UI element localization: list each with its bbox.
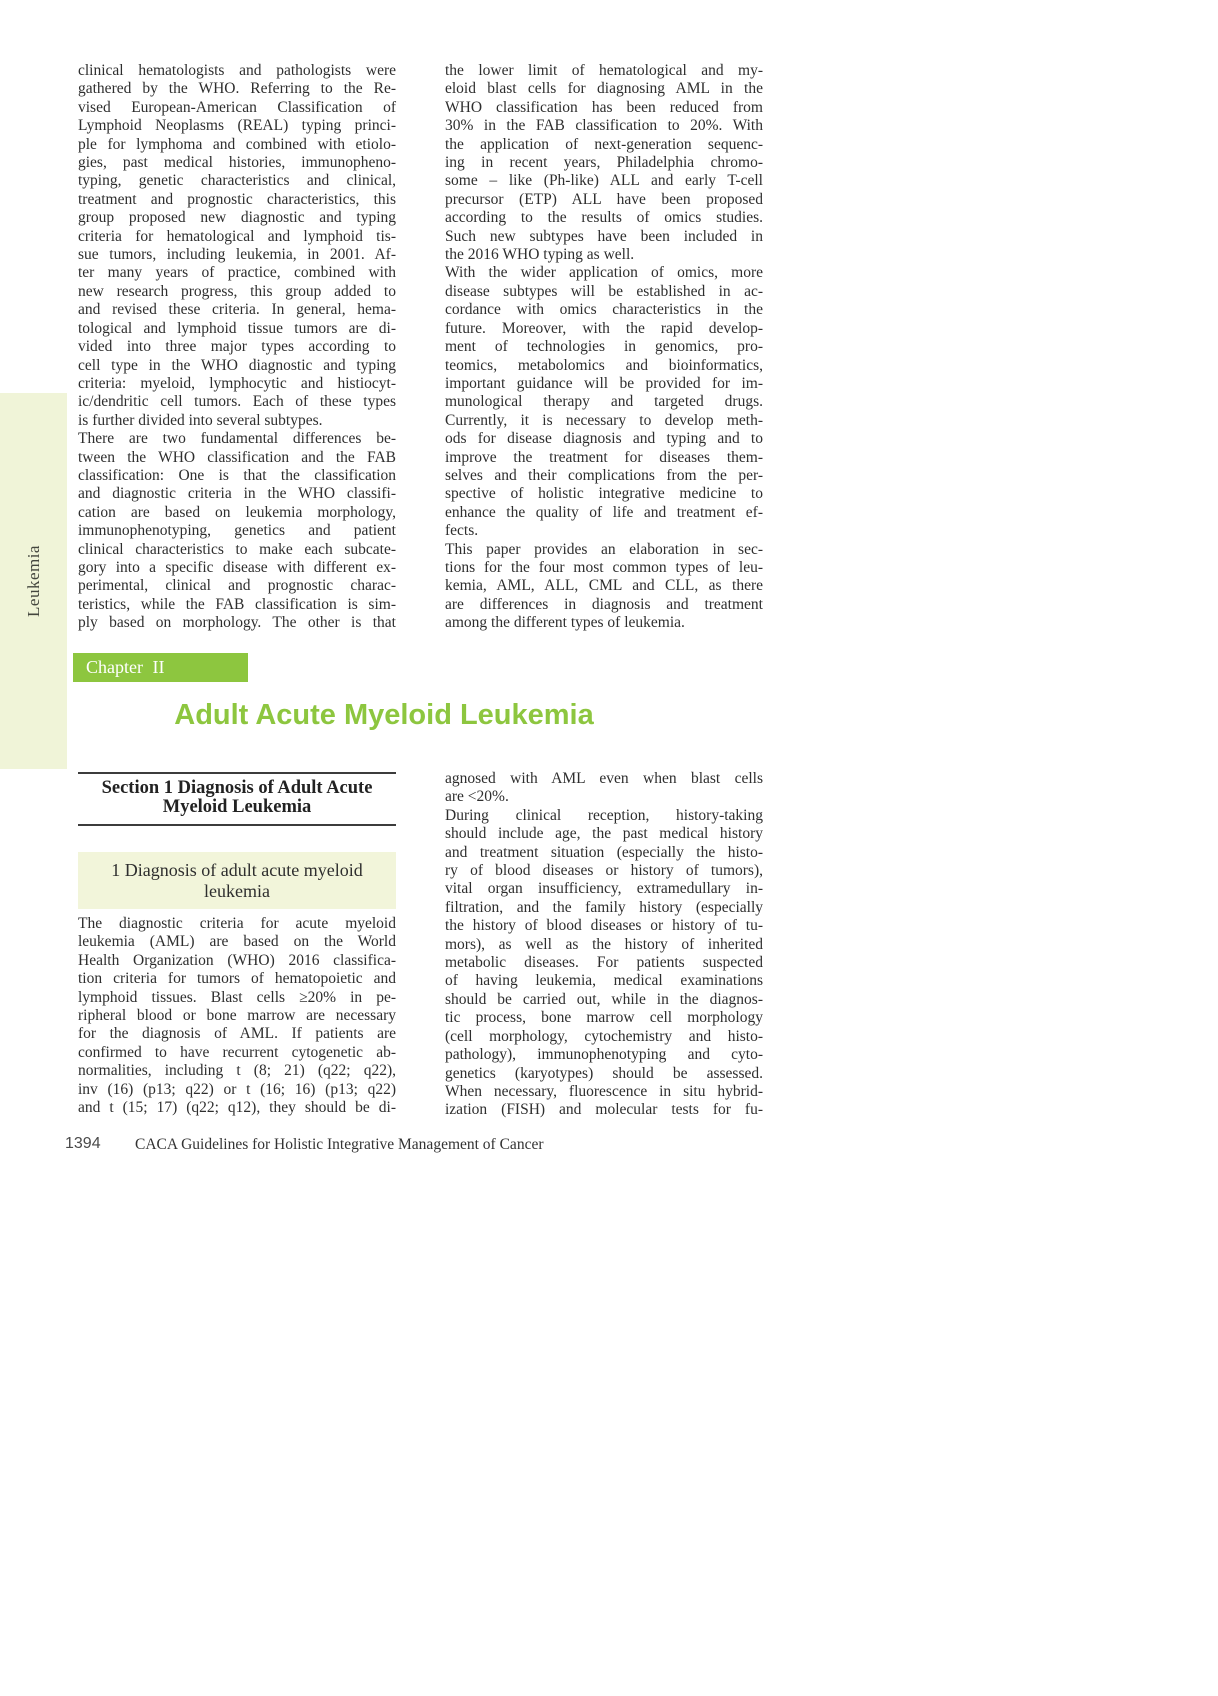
text-line: selves and their complications from the per- — [445, 466, 763, 484]
text-line: mors), as well as the history of inherited — [445, 935, 763, 953]
text-line: cordance with omics characteristics in the — [445, 301, 763, 319]
text-line: tion criteria for tumors of hematopoietic and — [78, 970, 396, 988]
text-line: teomics, metabolomics and bioinformatics, — [445, 356, 763, 374]
bottom-left-text-column — [78, 915, 396, 1117]
text-line: important guidance will be provided for im- — [445, 374, 763, 392]
text-line: Such new subtypes have been included in — [445, 227, 763, 245]
text-line: metabolic diseases. For patients suspected — [445, 954, 763, 972]
text-line: ply based on morphology. The other is that — [78, 614, 396, 632]
text-line: Lymphoid Neoplasms (REAL) typing princi- — [78, 117, 396, 135]
subsection-title-line2: leukemia — [204, 881, 270, 901]
sidebar-chapter-tab — [0, 393, 67, 769]
chapter-title: Adult Acute Myeloid Leukemia — [174, 699, 594, 731]
subsection-title-line1: 1 Diagnosis of adult acute myeloid — [111, 860, 363, 880]
text-line: kemia, AML, ALL, CML and CLL, as there — [445, 577, 763, 595]
text-line: tween the WHO classification and the FAB — [78, 448, 396, 466]
text-line: genetics (karyotypes) should be assessed. — [445, 1064, 763, 1082]
text-line: filtration, and the family history (especially — [445, 898, 763, 916]
text-line: improve the treatment for diseases them- — [445, 448, 763, 466]
text-line: treatment and prognostic characteristics, this — [78, 190, 396, 208]
text-line: enhance the quality of life and treatment ef- — [445, 503, 763, 521]
text-line: pathology), immunophenotyping and cyto- — [445, 1046, 763, 1064]
text-line: cation are based on leukemia morphology, — [78, 503, 396, 521]
text-line: should include age, the past medical history — [445, 825, 763, 843]
text-line: confirmed to have recurrent cytogenetic ab- — [78, 1043, 396, 1061]
text-line: Currently, it is necessary to develop meth- — [445, 411, 763, 429]
text-line: The diagnostic criteria for acute myeloid — [78, 915, 396, 932]
text-line: the history of blood diseases or history of tu- — [445, 917, 763, 935]
text-line: During clinical reception, history-taking — [445, 806, 763, 824]
text-line: tions for the four most common types of leu- — [445, 558, 763, 576]
text-line: perimental, clinical and prognostic charac- — [78, 577, 396, 595]
text-line: and t (15; 17) (q22; q12), they should be di- — [78, 1099, 396, 1117]
text-line: There are two fundamental differences be- — [78, 430, 396, 448]
text-line: cell type in the WHO diagnostic and typing — [78, 356, 396, 374]
text-line: tological and lymphoid tissue tumors are di- — [78, 319, 396, 337]
text-line: vised European-American Classification of — [78, 98, 396, 116]
text-line: This paper provides an elaboration in sec- — [445, 540, 763, 558]
text-line: teristics, while the FAB classification is sim- — [78, 595, 396, 613]
section-title-line1: Section 1 Diagnosis of Adult Acute — [101, 778, 373, 798]
text-line: lymphoid tissues. Blast cells ≥20% in pe- — [78, 988, 396, 1006]
chapter-banner — [73, 653, 248, 682]
text-line: some – like (Ph-like) ALL and early T-cell — [445, 172, 763, 190]
text-line: agnosed with AML even when blast cells — [445, 770, 763, 787]
top-right-text-column — [445, 62, 763, 633]
text-line: according to the results of omics studies. — [445, 209, 763, 227]
text-line: ment of technologies in genomics, pro- — [445, 338, 763, 356]
text-line: vided into three major types according to — [78, 338, 396, 356]
text-line: gies, past medical histories, immunopheno- — [78, 154, 396, 172]
text-line: typing, genetic characteristics and clinical, — [78, 172, 396, 190]
text-line: the application of next-generation sequenc- — [445, 135, 763, 153]
text-line: of having leukemia, medical examinations — [445, 972, 763, 990]
text-line: should be carried out, while in the diagnos- — [445, 990, 763, 1008]
text-line: classification: One is that the classification — [78, 466, 396, 484]
text-line: ple for lymphoma and combined with etiolo- — [78, 135, 396, 153]
text-line: inv (16) (p13; q22) or t (16; 16) (p13; q22) — [78, 1080, 396, 1098]
text-line: (cell morphology, cytochemistry and histo- — [445, 1027, 763, 1045]
text-line: When necessary, fluorescence in situ hybrid- — [445, 1082, 763, 1100]
text-line: fects. — [445, 522, 479, 540]
text-line: and diagnostic criteria in the WHO classifi- — [78, 485, 396, 503]
text-line: clinical hematologists and pathologists were — [78, 62, 396, 79]
text-line: ter many years of practice, combined with — [78, 264, 396, 282]
subsection-header-box — [78, 852, 396, 909]
text-line: gathered by the WHO. Referring to the Re- — [78, 80, 396, 98]
text-line: normalities, including t (8; 21) (q22; q22), — [78, 1062, 396, 1080]
text-line: and revised these criteria. In general, hema- — [78, 301, 396, 319]
text-line: is further divided into several subtypes. — [78, 411, 323, 429]
text-line: immunophenotyping, genetics and patient — [78, 522, 396, 540]
sidebar-tab-label: Leukemia — [23, 545, 43, 617]
text-line: sue tumors, including leukemia, in 2001. Af- — [78, 246, 396, 264]
text-line: for the diagnosis of AML. If patients are — [78, 1025, 396, 1043]
text-line: ry of blood diseases or history of tumors), — [445, 862, 763, 880]
text-line: and treatment situation (especially the histo- — [445, 843, 763, 861]
text-line: ic/dendritic cell tumors. Each of these types — [78, 393, 396, 411]
text-line: WHO classification has been reduced from — [445, 98, 763, 116]
text-line: precursor (ETP) ALL have been proposed — [445, 190, 763, 208]
text-line: ripheral blood or bone marrow are necessary — [78, 1007, 396, 1025]
text-line: eloid blast cells for diagnosing AML in the — [445, 80, 763, 98]
text-line: disease subtypes will be established in ac- — [445, 282, 763, 300]
text-line: munological therapy and targeted drugs. — [445, 393, 763, 411]
top-left-text-column — [78, 62, 396, 633]
text-line: future. Moreover, with the rapid develop- — [445, 319, 763, 337]
section-header — [78, 772, 396, 826]
section-title-line2: Myeloid Leukemia — [162, 797, 312, 817]
text-line: are differences in diagnosis and treatment — [445, 595, 763, 613]
footer-book-title: CACA Guidelines for Holistic Integrative Management of Cancer — [135, 1136, 544, 1153]
text-line: gory into a specific disease with different ex- — [78, 558, 396, 576]
text-line: group proposed new diagnostic and typing — [78, 209, 396, 227]
chapter-banner-label: Chapter II — [86, 657, 165, 677]
bottom-right-text-column — [445, 770, 763, 1120]
text-line: among the different types of leukemia. — [445, 614, 685, 632]
text-line: leukemia (AML) are based on the World — [78, 933, 396, 951]
text-line: new research progress, this group added to — [78, 282, 396, 300]
text-line: the lower limit of hematological and my- — [445, 62, 763, 79]
text-line: With the wider application of omics, more — [445, 264, 763, 282]
text-line: ization (FISH) and molecular tests for fu- — [445, 1101, 763, 1119]
text-line: criteria for hematological and lymphoid tis- — [78, 227, 396, 245]
text-line: Health Organization (WHO) 2016 classifica- — [78, 951, 396, 969]
text-line: clinical characteristics to make each subcate- — [78, 540, 396, 558]
page-number: 1394 — [65, 1135, 101, 1152]
text-line: tic process, bone marrow cell morphology — [445, 1009, 763, 1027]
text-line: ods for disease diagnosis and typing and to — [445, 430, 763, 448]
text-line: vital organ insufficiency, extramedullary in- — [445, 880, 763, 898]
text-line: criteria: myeloid, lymphocytic and histiocyt- — [78, 374, 396, 392]
text-line: are <20%. — [445, 788, 509, 806]
text-line: 30% in the FAB classification to 20%. With — [445, 117, 763, 135]
text-line: the 2016 WHO typing as well. — [445, 246, 635, 264]
text-line: ing in recent years, Philadelphia chromo- — [445, 154, 763, 172]
text-line: spective of holistic integrative medicine to — [445, 485, 763, 503]
